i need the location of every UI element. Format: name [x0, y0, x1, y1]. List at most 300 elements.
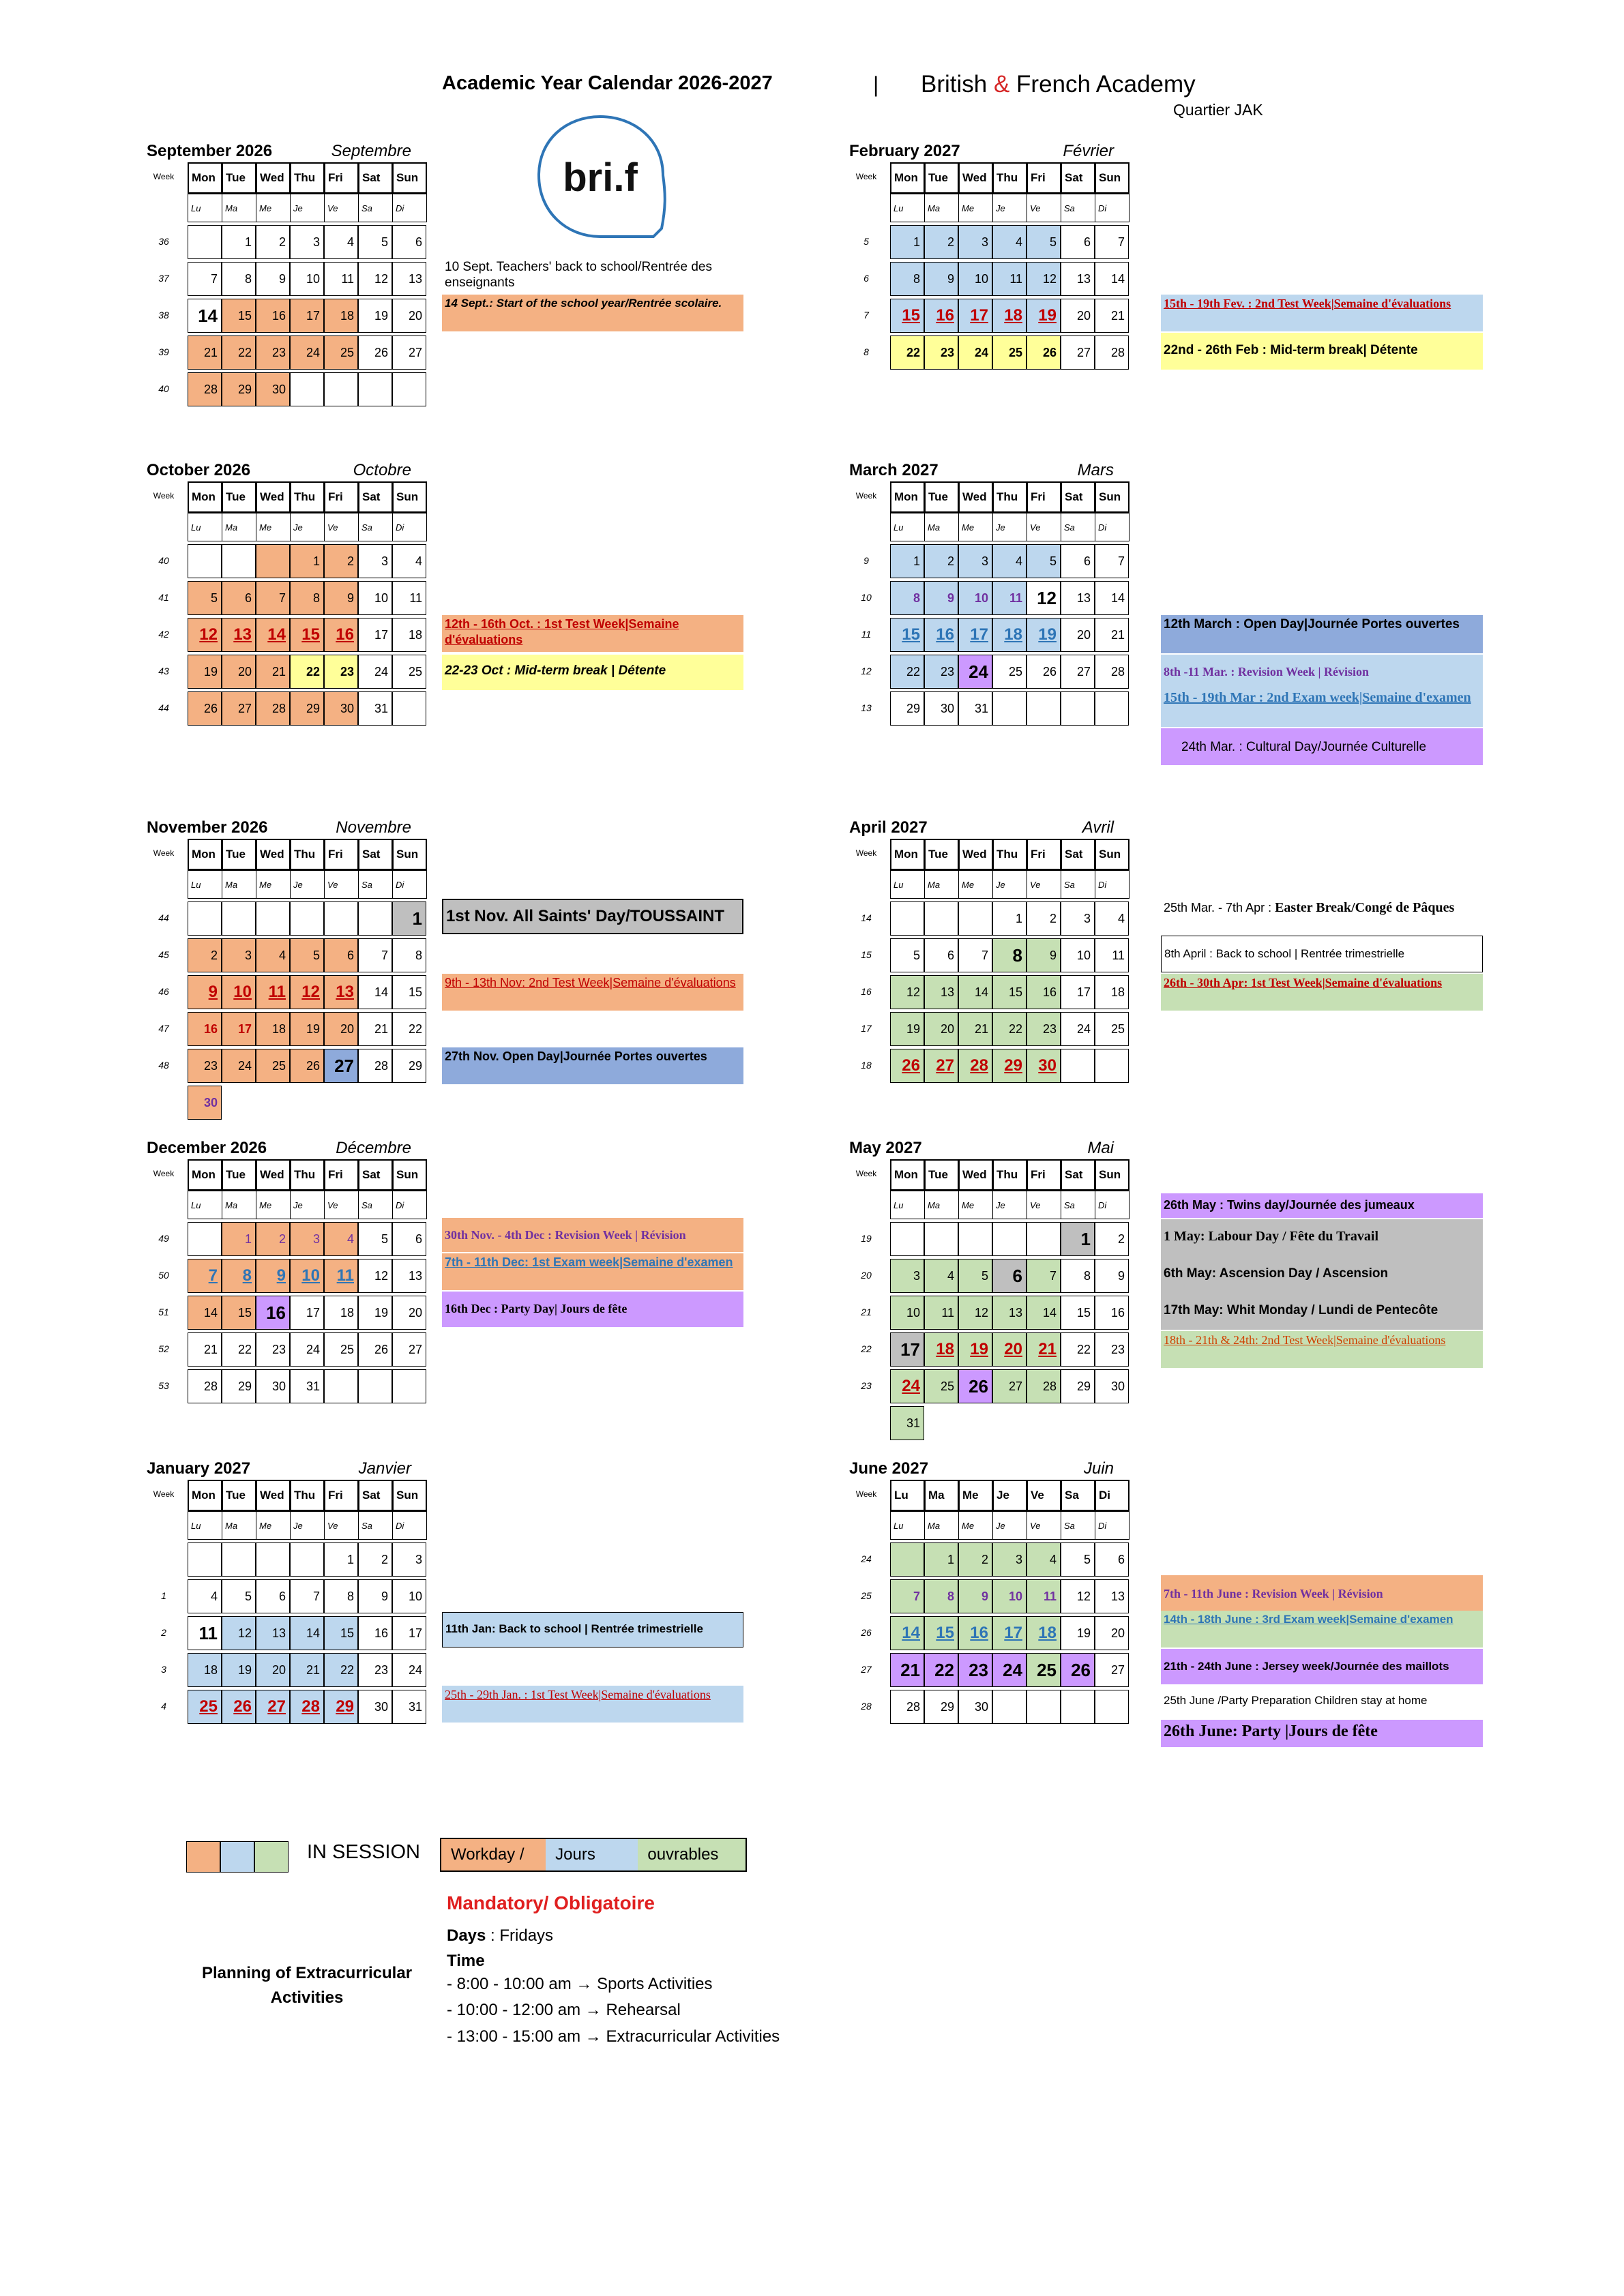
- weekday-header-fr: Ve: [1027, 513, 1061, 541]
- weekday-header: Wed: [958, 481, 993, 513]
- day-cell: 4: [392, 544, 426, 578]
- weekday-header-fr: Lu: [188, 194, 222, 222]
- day-cell: 29: [1061, 1369, 1095, 1403]
- day-cell: [358, 901, 392, 936]
- day-cell: 15: [222, 299, 256, 333]
- weekday-header: Sat: [358, 162, 393, 194]
- day-cell: 13: [1061, 262, 1095, 296]
- weekday-header: Thu: [992, 481, 1027, 513]
- day-cell: 6: [992, 1259, 1027, 1293]
- day-cell: [392, 691, 426, 726]
- week-number: 22: [861, 1343, 872, 1354]
- weekday-header: Tue: [222, 1480, 256, 1511]
- day-cell: 17: [290, 1296, 324, 1330]
- weekday-header: Thu: [290, 1480, 325, 1511]
- day-cell: 12: [890, 975, 924, 1009]
- day-cell: 3: [290, 225, 324, 259]
- day-cell: 4: [188, 1579, 222, 1613]
- day-cell: 5: [1027, 544, 1061, 578]
- note-may-whit: 17th May: Whit Monday / Lundi de Pentecôte: [1161, 1293, 1483, 1330]
- weekday-header-fr: Di: [1095, 1191, 1130, 1219]
- weekday-header-fr: Ve: [1027, 1191, 1061, 1219]
- day-cell: 11: [188, 1616, 222, 1650]
- month-header: [849, 1459, 1122, 1478]
- day-cell: [924, 1222, 958, 1256]
- day-cell: 26: [1061, 1653, 1095, 1687]
- day-cell: 4: [256, 938, 290, 972]
- weekday-header-fr: Ve: [324, 194, 359, 222]
- day-cell: 4: [1027, 1542, 1061, 1577]
- day-cell: 25: [1095, 1012, 1129, 1046]
- weekday-header-fr: Di: [392, 1511, 427, 1540]
- day-cell: [992, 691, 1027, 726]
- day-cell: 11: [256, 975, 290, 1009]
- day-cell: 16: [324, 618, 358, 652]
- day-cell: 2: [924, 544, 958, 578]
- month-december: [147, 1139, 422, 1466]
- weekday-header: Mon: [188, 839, 222, 870]
- weekday-header-fr: Je: [992, 1191, 1027, 1219]
- legend-swatch-orange: [186, 1841, 220, 1873]
- day-cell: 28: [1095, 336, 1129, 370]
- day-cell: 25: [924, 1369, 958, 1403]
- week-number: 39: [158, 346, 169, 357]
- day-cell: 8: [222, 1259, 256, 1293]
- day-cell: 9: [1095, 1259, 1129, 1293]
- day-cell: 25: [256, 1049, 290, 1083]
- day-cell: 29: [222, 372, 256, 406]
- week-number: 47: [158, 1023, 169, 1034]
- day-cell: 28: [890, 1690, 924, 1724]
- day-cell: 7: [1095, 544, 1129, 578]
- day-cell: 6: [1095, 1542, 1129, 1577]
- weekday-header: Sun: [392, 481, 427, 513]
- weekday-header-fr: Sa: [358, 513, 393, 541]
- week-number: 45: [158, 949, 169, 960]
- note-oct-break: 22-23 Oct : Mid-term break | Détente: [442, 655, 743, 690]
- week-number: 24: [861, 1553, 872, 1564]
- day-cell: 27: [1061, 336, 1095, 370]
- day-cell: [256, 544, 290, 578]
- day-cell: 13: [924, 975, 958, 1009]
- weekday-header: Sat: [358, 1159, 393, 1191]
- day-cell: 2: [1095, 1222, 1129, 1256]
- legend-swatch-blue: [220, 1841, 254, 1873]
- month-name-fr: Juin: [1083, 1459, 1114, 1478]
- day-cell: 1: [290, 544, 324, 578]
- weekday-header-fr: Je: [290, 1511, 325, 1540]
- weekday-header-fr: Ve: [1027, 870, 1061, 899]
- weekday-header: Tue: [924, 481, 959, 513]
- day-cell: 3: [958, 225, 992, 259]
- day-cell: 20: [924, 1012, 958, 1046]
- weekday-header: Tue: [222, 839, 256, 870]
- day-cell: 26: [188, 691, 222, 726]
- day-cell: 22: [992, 1012, 1027, 1046]
- weekday-header: Fri: [324, 162, 359, 194]
- day-cell: 1: [222, 225, 256, 259]
- weekday-header: Ma: [924, 1480, 959, 1511]
- day-cell: 23: [1095, 1332, 1129, 1367]
- day-cell: 8: [1061, 1259, 1095, 1293]
- weekday-header-fr: Sa: [358, 870, 393, 899]
- day-cell: 19: [290, 1012, 324, 1046]
- day-cell: [256, 901, 290, 936]
- day-cell: 18: [324, 1296, 358, 1330]
- weekday-header: Fri: [324, 839, 359, 870]
- weekday-header-fr: Je: [290, 513, 325, 541]
- day-cell: [890, 1222, 924, 1256]
- day-cell: 16: [256, 299, 290, 333]
- day-cell: 29: [992, 1049, 1027, 1083]
- day-cell: 7: [188, 262, 222, 296]
- weekday-header-fr: Lu: [890, 194, 925, 222]
- day-cell: 23: [1027, 1012, 1061, 1046]
- day-cell: [1095, 1690, 1129, 1724]
- week-number: 49: [158, 1233, 169, 1244]
- weekday-header: Mon: [890, 1159, 925, 1191]
- weekday-header: Wed: [256, 162, 291, 194]
- month-name-fr: Décembre: [336, 1139, 411, 1157]
- day-cell: 27: [1061, 655, 1095, 689]
- weekday-header-fr: Di: [1095, 513, 1130, 541]
- day-cell: 20: [256, 1653, 290, 1687]
- weekday-header-fr: Lu: [188, 513, 222, 541]
- month-header: [147, 142, 419, 161]
- day-cell: 14: [188, 1296, 222, 1330]
- week-number: 2: [161, 1627, 166, 1638]
- day-cell: 17: [890, 1332, 924, 1367]
- day-cell: 26: [358, 1332, 392, 1367]
- month-header: [147, 1459, 419, 1478]
- day-cell: 18: [1095, 975, 1129, 1009]
- month-name-fr: Mai: [1087, 1139, 1114, 1157]
- week-label: Week: [153, 172, 175, 181]
- weekday-header-fr: Je: [992, 513, 1027, 541]
- day-cell: 27: [392, 336, 426, 370]
- weekday-header-fr: Sa: [358, 1511, 393, 1540]
- weekday-header: Mon: [188, 162, 222, 194]
- weekday-header-fr: Ve: [324, 513, 359, 541]
- day-cell: 28: [256, 691, 290, 726]
- month-name-fr: Octobre: [353, 461, 411, 479]
- week-label: Week: [855, 491, 877, 501]
- day-cell: 26: [890, 1049, 924, 1083]
- day-cell: 22: [222, 336, 256, 370]
- mandatory-label: Mandatory/ Obligatoire: [447, 1892, 655, 1913]
- day-cell: [1061, 691, 1095, 726]
- weekday-header: Je: [992, 1480, 1027, 1511]
- day-cell: 28: [188, 1369, 222, 1403]
- day-cell: 7: [290, 1579, 324, 1613]
- day-cell: 28: [358, 1049, 392, 1083]
- day-cell: 19: [958, 1332, 992, 1367]
- note-jun-exam: 14th - 18th June : 3rd Exam week|Semaine d'examen: [1161, 1611, 1483, 1648]
- note-may-test: 18th - 21th & 24th: 2nd Test Week|Semaine d'évaluations: [1161, 1331, 1483, 1368]
- day-cell: [890, 1542, 924, 1577]
- weekday-header: Mon: [188, 1480, 222, 1511]
- weekday-header: Lu: [890, 1480, 925, 1511]
- day-cell: [290, 901, 324, 936]
- day-cell: 1: [222, 1222, 256, 1256]
- weekday-header: Mon: [188, 481, 222, 513]
- day-cell: [992, 1690, 1027, 1724]
- weekday-header: Sat: [358, 481, 393, 513]
- day-cell: 18: [392, 618, 426, 652]
- day-cell: 24: [222, 1049, 256, 1083]
- day-cell: 22: [290, 655, 324, 689]
- day-cell: 7: [890, 1579, 924, 1613]
- week-number: 25: [861, 1590, 872, 1601]
- day-cell: 6: [1061, 225, 1095, 259]
- weekday-header-fr: Me: [958, 870, 993, 899]
- note-jun-jersey: 21th - 24th June : Jersey week/Journée des maillots: [1161, 1649, 1483, 1684]
- day-cell: 25: [392, 655, 426, 689]
- day-cell: 24: [890, 1369, 924, 1403]
- week-number: 50: [158, 1270, 169, 1281]
- day-cell: 3: [290, 1222, 324, 1256]
- weekday-header-fr: Ve: [324, 1191, 359, 1219]
- day-cell: 22: [890, 655, 924, 689]
- day-cell: 25: [1027, 1653, 1061, 1687]
- note-jun-revision: 7th - 11th June : Revision Week | Révision: [1161, 1575, 1483, 1611]
- weekday-header-fr: Lu: [890, 1191, 925, 1219]
- day-cell: 2: [188, 938, 222, 972]
- day-cell: [188, 225, 222, 259]
- day-cell: 30: [1027, 1049, 1061, 1083]
- day-cell: [188, 544, 222, 578]
- weekday-header: Tue: [924, 839, 959, 870]
- weekday-header: Di: [1095, 1480, 1130, 1511]
- day-cell: 24: [1061, 1012, 1095, 1046]
- day-cell: 5: [1061, 1542, 1095, 1577]
- day-cell: [392, 1369, 426, 1403]
- day-cell: 23: [924, 655, 958, 689]
- weekday-header: Wed: [958, 162, 993, 194]
- weekday-header: Sun: [1095, 481, 1130, 513]
- title-separator: |: [873, 72, 879, 97]
- weekday-header-fr: Ve: [324, 1511, 359, 1540]
- day-cell: 2: [1027, 901, 1061, 936]
- day-cell: 26: [958, 1369, 992, 1403]
- weekday-header: Wed: [256, 839, 291, 870]
- day-cell: [222, 901, 256, 936]
- day-cell: 19: [1061, 1616, 1095, 1650]
- day-cell: 21: [290, 1653, 324, 1687]
- day-cell: 20: [1061, 299, 1095, 333]
- month-header: [849, 818, 1122, 837]
- day-cell: 12: [290, 975, 324, 1009]
- day-cell: [1061, 1049, 1095, 1083]
- week-number: 41: [158, 592, 169, 603]
- day-cell: 19: [222, 1653, 256, 1687]
- weekday-header-fr: Je: [992, 194, 1027, 222]
- day-cell: 9: [324, 581, 358, 615]
- day-cell: 1: [1061, 1222, 1095, 1256]
- day-cell: 5: [958, 1259, 992, 1293]
- month-header: [849, 461, 1122, 480]
- month-name: October 2026: [147, 461, 251, 479]
- day-cell: 23: [324, 655, 358, 689]
- note-jun-party: 26th June: Party |Jours de fête: [1161, 1720, 1483, 1747]
- weekday-header-fr: Sa: [1061, 513, 1095, 541]
- day-cell: 21: [188, 336, 222, 370]
- day-cell: 12: [358, 262, 392, 296]
- month-april: [849, 818, 1125, 1146]
- day-cell: [392, 372, 426, 406]
- day-cell: 2: [256, 225, 290, 259]
- note-oct-test: 12th - 16th Oct. : 1st Test Week|Semaine d'évaluations: [442, 615, 743, 652]
- day-cell: 4: [992, 225, 1027, 259]
- weekday-header: Thu: [290, 481, 325, 513]
- day-cell: 3: [890, 1259, 924, 1293]
- day-cell: 3: [358, 544, 392, 578]
- weekday-header: Fri: [1027, 481, 1061, 513]
- week-number: 26: [861, 1627, 872, 1638]
- day-cell: 14: [890, 1616, 924, 1650]
- extracurricular-title: Planning of Extracurricular Activities: [201, 1964, 413, 2007]
- weekday-header: Sa: [1061, 1480, 1095, 1511]
- month-february: [849, 142, 1125, 469]
- weekday-header: Thu: [992, 839, 1027, 870]
- month-march: [849, 461, 1125, 788]
- day-cell: 27: [924, 1049, 958, 1083]
- note-dec-exam: 7th - 11th Dec: 1st Exam week|Semaine d'examen: [442, 1253, 743, 1290]
- weekday-header-fr: Je: [992, 1511, 1027, 1540]
- note-mar-revision: 8th -11 Mar. : Revision Week | Révision: [1161, 655, 1483, 690]
- day-cell: 1: [992, 901, 1027, 936]
- day-cell: 10: [992, 1579, 1027, 1613]
- weekday-header: Fri: [324, 1159, 359, 1191]
- day-cell: 2: [324, 544, 358, 578]
- school-logo: [532, 113, 668, 242]
- day-cell: [958, 901, 992, 936]
- day-cell: 16: [924, 299, 958, 333]
- note-dec-revision: 30th Nov. - 4th Dec : Revision Week | Révision: [442, 1218, 743, 1252]
- day-cell: 14: [1095, 581, 1129, 615]
- month-name: November 2026: [147, 818, 268, 837]
- day-cell: 18: [188, 1653, 222, 1687]
- day-cell: 6: [1061, 544, 1095, 578]
- week-number: 19: [861, 1233, 872, 1244]
- logo-text: bri.f: [563, 155, 638, 200]
- day-cell: 12: [188, 618, 222, 652]
- note-may-labour: 1 May: Labour Day / Fête du Travail: [1161, 1219, 1483, 1256]
- weekday-header-fr: Me: [958, 1191, 993, 1219]
- day-cell: 10: [1061, 938, 1095, 972]
- day-cell: 2: [958, 1542, 992, 1577]
- day-cell: 28: [1027, 1369, 1061, 1403]
- weekday-header-fr: Me: [958, 194, 993, 222]
- day-cell: 4: [924, 1259, 958, 1293]
- month-june: [849, 1459, 1125, 1787]
- day-cell: 3: [958, 544, 992, 578]
- day-cell: 15: [222, 1296, 256, 1330]
- weekday-header: Thu: [290, 839, 325, 870]
- weekday-header: Mon: [188, 1159, 222, 1191]
- day-cell: [290, 1542, 324, 1577]
- weekday-header-fr: Me: [256, 1191, 291, 1219]
- day-cell: 25: [992, 336, 1027, 370]
- day-cell: 2: [924, 225, 958, 259]
- day-cell: 24: [992, 1653, 1027, 1687]
- day-cell: [358, 1369, 392, 1403]
- day-cell: [1027, 1222, 1061, 1256]
- weekday-header: Sun: [1095, 162, 1130, 194]
- day-cell: 24: [392, 1653, 426, 1687]
- day-cell: 12: [358, 1259, 392, 1293]
- day-cell: 8: [222, 262, 256, 296]
- day-cell: 11: [1027, 1579, 1061, 1613]
- week-number: 52: [158, 1343, 169, 1354]
- day-cell: 5: [222, 1579, 256, 1613]
- weekday-header: Mon: [890, 162, 925, 194]
- day-cell: 16: [958, 1616, 992, 1650]
- day-cell: 23: [256, 1332, 290, 1367]
- week-number: 51: [158, 1307, 169, 1317]
- page-title: Academic Year Calendar 2026-2027: [442, 72, 773, 94]
- day-cell: 13: [256, 1616, 290, 1650]
- weekday-header: Wed: [958, 1159, 993, 1191]
- day-cell: 31: [358, 691, 392, 726]
- day-cell: 19: [358, 299, 392, 333]
- day-cell: [290, 372, 324, 406]
- weekday-header-fr: Sa: [358, 194, 393, 222]
- day-cell: 31: [392, 1690, 426, 1724]
- day-cell: 31: [290, 1369, 324, 1403]
- day-cell: 9: [924, 581, 958, 615]
- day-cell: 23: [358, 1653, 392, 1687]
- day-cell: 30: [358, 1690, 392, 1724]
- weekday-header-fr: Sa: [1061, 1191, 1095, 1219]
- day-cell: 11: [324, 262, 358, 296]
- day-cell: 11: [992, 581, 1027, 615]
- month-name: June 2027: [849, 1459, 929, 1478]
- day-cell: [924, 901, 958, 936]
- week-label: Week: [153, 491, 175, 501]
- weekday-header-fr: Ma: [924, 1191, 959, 1219]
- day-cell: 15: [324, 1616, 358, 1650]
- day-cell: 7: [1027, 1259, 1061, 1293]
- month-header: [849, 142, 1122, 161]
- day-cell: [1095, 1049, 1129, 1083]
- day-cell: 30: [958, 1690, 992, 1724]
- day-cell: 23: [924, 336, 958, 370]
- note-sep-start: 14 Sept.: Start of the school year/Rentrée scolaire.: [442, 295, 743, 331]
- note-jun-prep: 25th June /Party Preparation Children stay at home: [1164, 1694, 1428, 1707]
- week-label: Week: [855, 848, 877, 858]
- day-cell: 1: [392, 901, 426, 936]
- week-number: 18: [861, 1060, 872, 1071]
- note-feb-test: 15th - 19th Fev. : 2nd Test Week|Semaine d'évaluations: [1161, 295, 1483, 331]
- weekday-header: Thu: [992, 162, 1027, 194]
- weekday-header-fr: Sa: [358, 1191, 393, 1219]
- week-label: Week: [153, 848, 175, 858]
- day-cell: 4: [1095, 901, 1129, 936]
- weekday-header: Sun: [1095, 1159, 1130, 1191]
- weekday-header: Tue: [924, 162, 959, 194]
- legend-workday: Workday /: [441, 1839, 546, 1870]
- note-may-ascension: 6th May: Ascension Day / Ascension: [1161, 1256, 1483, 1293]
- day-cell: 16: [1027, 975, 1061, 1009]
- month-name: September 2026: [147, 142, 273, 160]
- day-cell: 9: [256, 262, 290, 296]
- weekday-header-fr: Je: [992, 870, 1027, 899]
- day-cell: 20: [1061, 618, 1095, 652]
- weekday-header-fr: Di: [392, 1191, 427, 1219]
- weekday-header-fr: Lu: [188, 1191, 222, 1219]
- weekday-header: Tue: [222, 1159, 256, 1191]
